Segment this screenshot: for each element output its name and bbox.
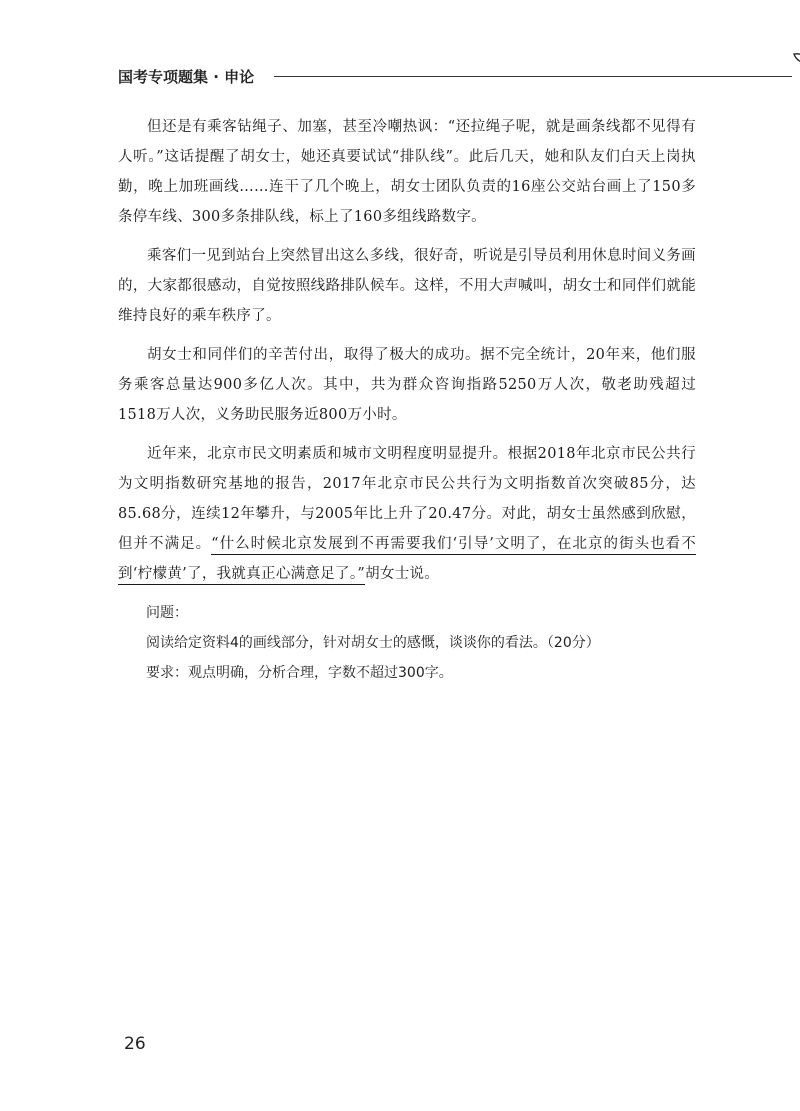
paragraph-4-text: 近年来，北京市民文明素质和城市文明程度明显提升。根据2018年北京市民公共行为文明指数研究基地的报告，2017年北京市民公共行为文明指数首次突破85分，达85.68分，连续12年攀升，与2005年比上升了20.47分。对此，胡女士虽然感到欣慰，但并不满足。 — [118, 446, 696, 552]
paragraph-4-ending: 胡女士说。 — [365, 566, 440, 582]
question-label: 问题： — [146, 605, 188, 621]
page-number: 26 — [124, 1034, 146, 1054]
header-rule — [274, 76, 792, 77]
sprout-icon — [790, 50, 800, 84]
question-requirement: 要求：观点明确，分析合理，字数不超过300字。 — [146, 665, 453, 681]
passage-paragraph-4 — [118, 439, 696, 589]
passage-paragraph-3: 胡女士和同伴们的辛苦付出，取得了极大的成功。据不完全统计，20年来，他们服务乘客总量达900多亿人次。其中，共为群众咨询指路5250万人次，敬老助残超过1518万人次，义务助民服务近800万小时。 — [118, 347, 696, 423]
page-header — [118, 62, 708, 92]
underlined-quote: “什么时候北京发展到不再需要我们‘引导’文明了，在北京的街头也看不到‘柠檬黄’了，我就真正心满意足了。” — [118, 536, 696, 585]
book-title: 国考专项题集 · 申论 — [118, 68, 255, 86]
passage-paragraph-1: 但还是有乘客钻绳子、加塞，甚至冷嘲热讽：“还拉绳子呢，就是画条线都不见得有人听。”这话提醒了胡女士，她还真要试试“排队线”。此后几天，她和队友们白天上岗执勤，晚上加班画线……连干了几个晚上，胡女士团队负责的16座公交站台画上了150多条停车线、300多条排队线，标上了160多组线路数字。 — [118, 119, 696, 225]
question-prompt: 阅读给定资料4的画线部分，针对胡女士的感慨，谈谈你的看法。（20分） — [146, 635, 600, 651]
page-content — [118, 112, 696, 688]
passage-paragraph-2: 乘客们一见到站台上突然冒出这么多线，很好奇，听说是引导员利用休息时间义务画的，大家都很感动，自觉按照线路排队候车。这样，不用大声喊叫，胡女士和同伴们就能维持良好的乘车秩序了。 — [118, 248, 696, 324]
question-block — [118, 598, 696, 688]
